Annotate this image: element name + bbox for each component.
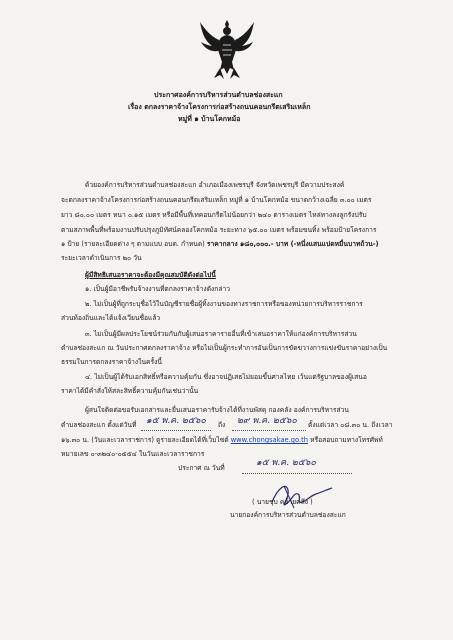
date-to-handwritten: ๒๙ พ.ค. ๒๕๖๐ [237, 416, 297, 426]
date-to-underline [232, 430, 306, 431]
qualification-3-c: ธรรมในการตกลงราคาจ้างในครั้งนี้ [61, 358, 162, 366]
qualification-2-b: ส่วนท้องถิ่นและได้แจ้งเวียนชื่อแล้ว [61, 314, 161, 322]
signer-position: นายกองค์การบริหารส่วนตำบลช่องสะแก [230, 511, 346, 519]
header-line-2: เรื่อง ตกลงราคาจ้างโครงการก่อสร้างถนนคอนกรีตเสริมเหล็ก [128, 103, 311, 111]
intro-line-5 [61, 240, 379, 249]
submission-line-3-b: หรือสอบถามทางโทรศัพท์ [308, 436, 383, 444]
intro-line-6: ระยะเวลาดำเนินการ ๒๐ วัน [61, 254, 142, 262]
announced-date-underline [242, 473, 352, 474]
submission-line-3-a: ๑๖.๓๐ น. (วันและเวลาราชการ) ดูรายละเอียดได้ที่เว็บไซต์ [61, 436, 231, 444]
qualification-3-a: ๓. ไม่เป็นผู้มีผลประโยชน์ร่วมกันกับผู้เสนอราคารายอื่นที่เข้าเสนอราคาให้แก่องค์การบริหารส่วน [85, 330, 357, 338]
intro-line-5-a: ๑ ป้าย (รายละเอียดต่าง ๆ ตามแบบ อบต. กำหนด) [61, 240, 207, 248]
intro-line-4: ตามสภาพพื้นที่พร้อมงานปรับปรุงภูมิทัศน์คลองโคกหม้อ ระยะทาง ๖๕.๐๐ เมตร พร้อมขนทิ้ง พร้อมป้ายโครงการ [61, 226, 377, 234]
qualification-3-b: ตำบลช่องสะแก ณ วันประกาศตกลงราคาจ้าง หรือไม่เป็นผู้กระทำการอันเป็นการขัดขวางการแข่งขันราคาอย่างเป็น [61, 344, 388, 352]
submission-line-3 [61, 436, 383, 445]
header-line-3: หมู่ที่ ๑ บ้านโคกหม้อ [178, 115, 241, 123]
qualification-1: ๑. เป็นผู้มีอาชีพรับจ้างงานที่ตกลงราคาจ้างดังกล่าว [85, 285, 230, 293]
date-from-underline [141, 430, 211, 431]
submission-line-2-a: ตำบลช่องสะแก ตั้งแต่วันที่ [61, 421, 137, 429]
qualification-4-b: ราคาได้มีคำสั่งให้สละสิทธิ์ความคุ้มกันเช่นว่านั้น [61, 387, 199, 395]
submission-line-2-c: ตั้งแต่เวลา ๐๘.๓๐ น. ถึงเวลา [308, 421, 393, 429]
submission-line-2-b: ถึง [218, 421, 226, 429]
submission-line-1: ผู้สนใจติดต่อขอรับเอกสารและยื่นเสนอราคารับจ้างได้ที่งานพัสดุ กองคลัง องค์การบริหารส่วน [85, 406, 349, 414]
announced-date-handwritten: ๑๕ พ.ค. ๒๕๖๐ [256, 458, 316, 468]
date-from-handwritten: ๑๕ พ.ค. ๒๕๖๐ [146, 416, 206, 426]
intro-line-1: ด้วยองค์การบริหารส่วนตำบลช่องสะแก อำเภอเมืองเพชรบุรี จังหวัดเพชรบุรี มีความประสงค์ [85, 181, 345, 189]
intro-line-2: จะตกลงราคาจ้างโครงการก่อสร้างถนนคอนกรีตเสริมเหล็ก หมู่ที่ ๑ บ้านโคกหม้อ ขนาดกว้างเฉลี่ย ๓.๐๐ เมตร [61, 196, 372, 204]
signer-name: ( นายชุบ คล้ายคลึง ) [252, 498, 313, 506]
reference-price: ราคากลาง ๑๘๐,๐๐๐.- บาท (-หนึ่งแสนแปดหมื่นบาทถ้วน-) [206, 240, 379, 248]
website-link[interactable]: www.chongsakae.go.th [230, 436, 308, 444]
qualification-2-a: ๒. ไม่เป็นผู้ที่ถูกระบุชื่อไว้ในบัญชีรายชื่อผู้ทิ้งงานของทางราชการหรือของหน่วยการบริหารราชการ [85, 300, 363, 308]
garuda-emblem-icon [198, 18, 256, 80]
announced-label: ประกาศ ณ วันที่ [178, 464, 225, 472]
header-line-1: ประกาศองค์การบริหารส่วนตำบลช่องสะแก [154, 91, 283, 99]
qualification-4-a: ๔. ไม่เป็นผู้ได้รับเอกสิทธิ์หรือความคุ้มกัน ซึ่งอาจปฏิเสธไม่ยอมขึ้นศาลไทย เว้นแต่รัฐบาลของผู้เสนอ [85, 373, 367, 381]
submission-line-4: หมายเลข ๐-๓๒๔๐-๐๕๕๔ ในวันและเวลาราชการ [61, 450, 205, 458]
qualifications-heading: ผู้มีสิทธิเสนอราคาจะต้องมีคุณสมบัติดังต่อไปนี้ [85, 271, 216, 279]
intro-line-3: ยาว ๘๐.๐๐ เมตร หนา ๐.๑๕ เมตร หรือมีพื้นที่เทคอนกรีตไม่น้อยกว่า ๒๔๐ ตารางเมตร ไหล่ทางลงลูกรังปรับ [61, 211, 367, 219]
